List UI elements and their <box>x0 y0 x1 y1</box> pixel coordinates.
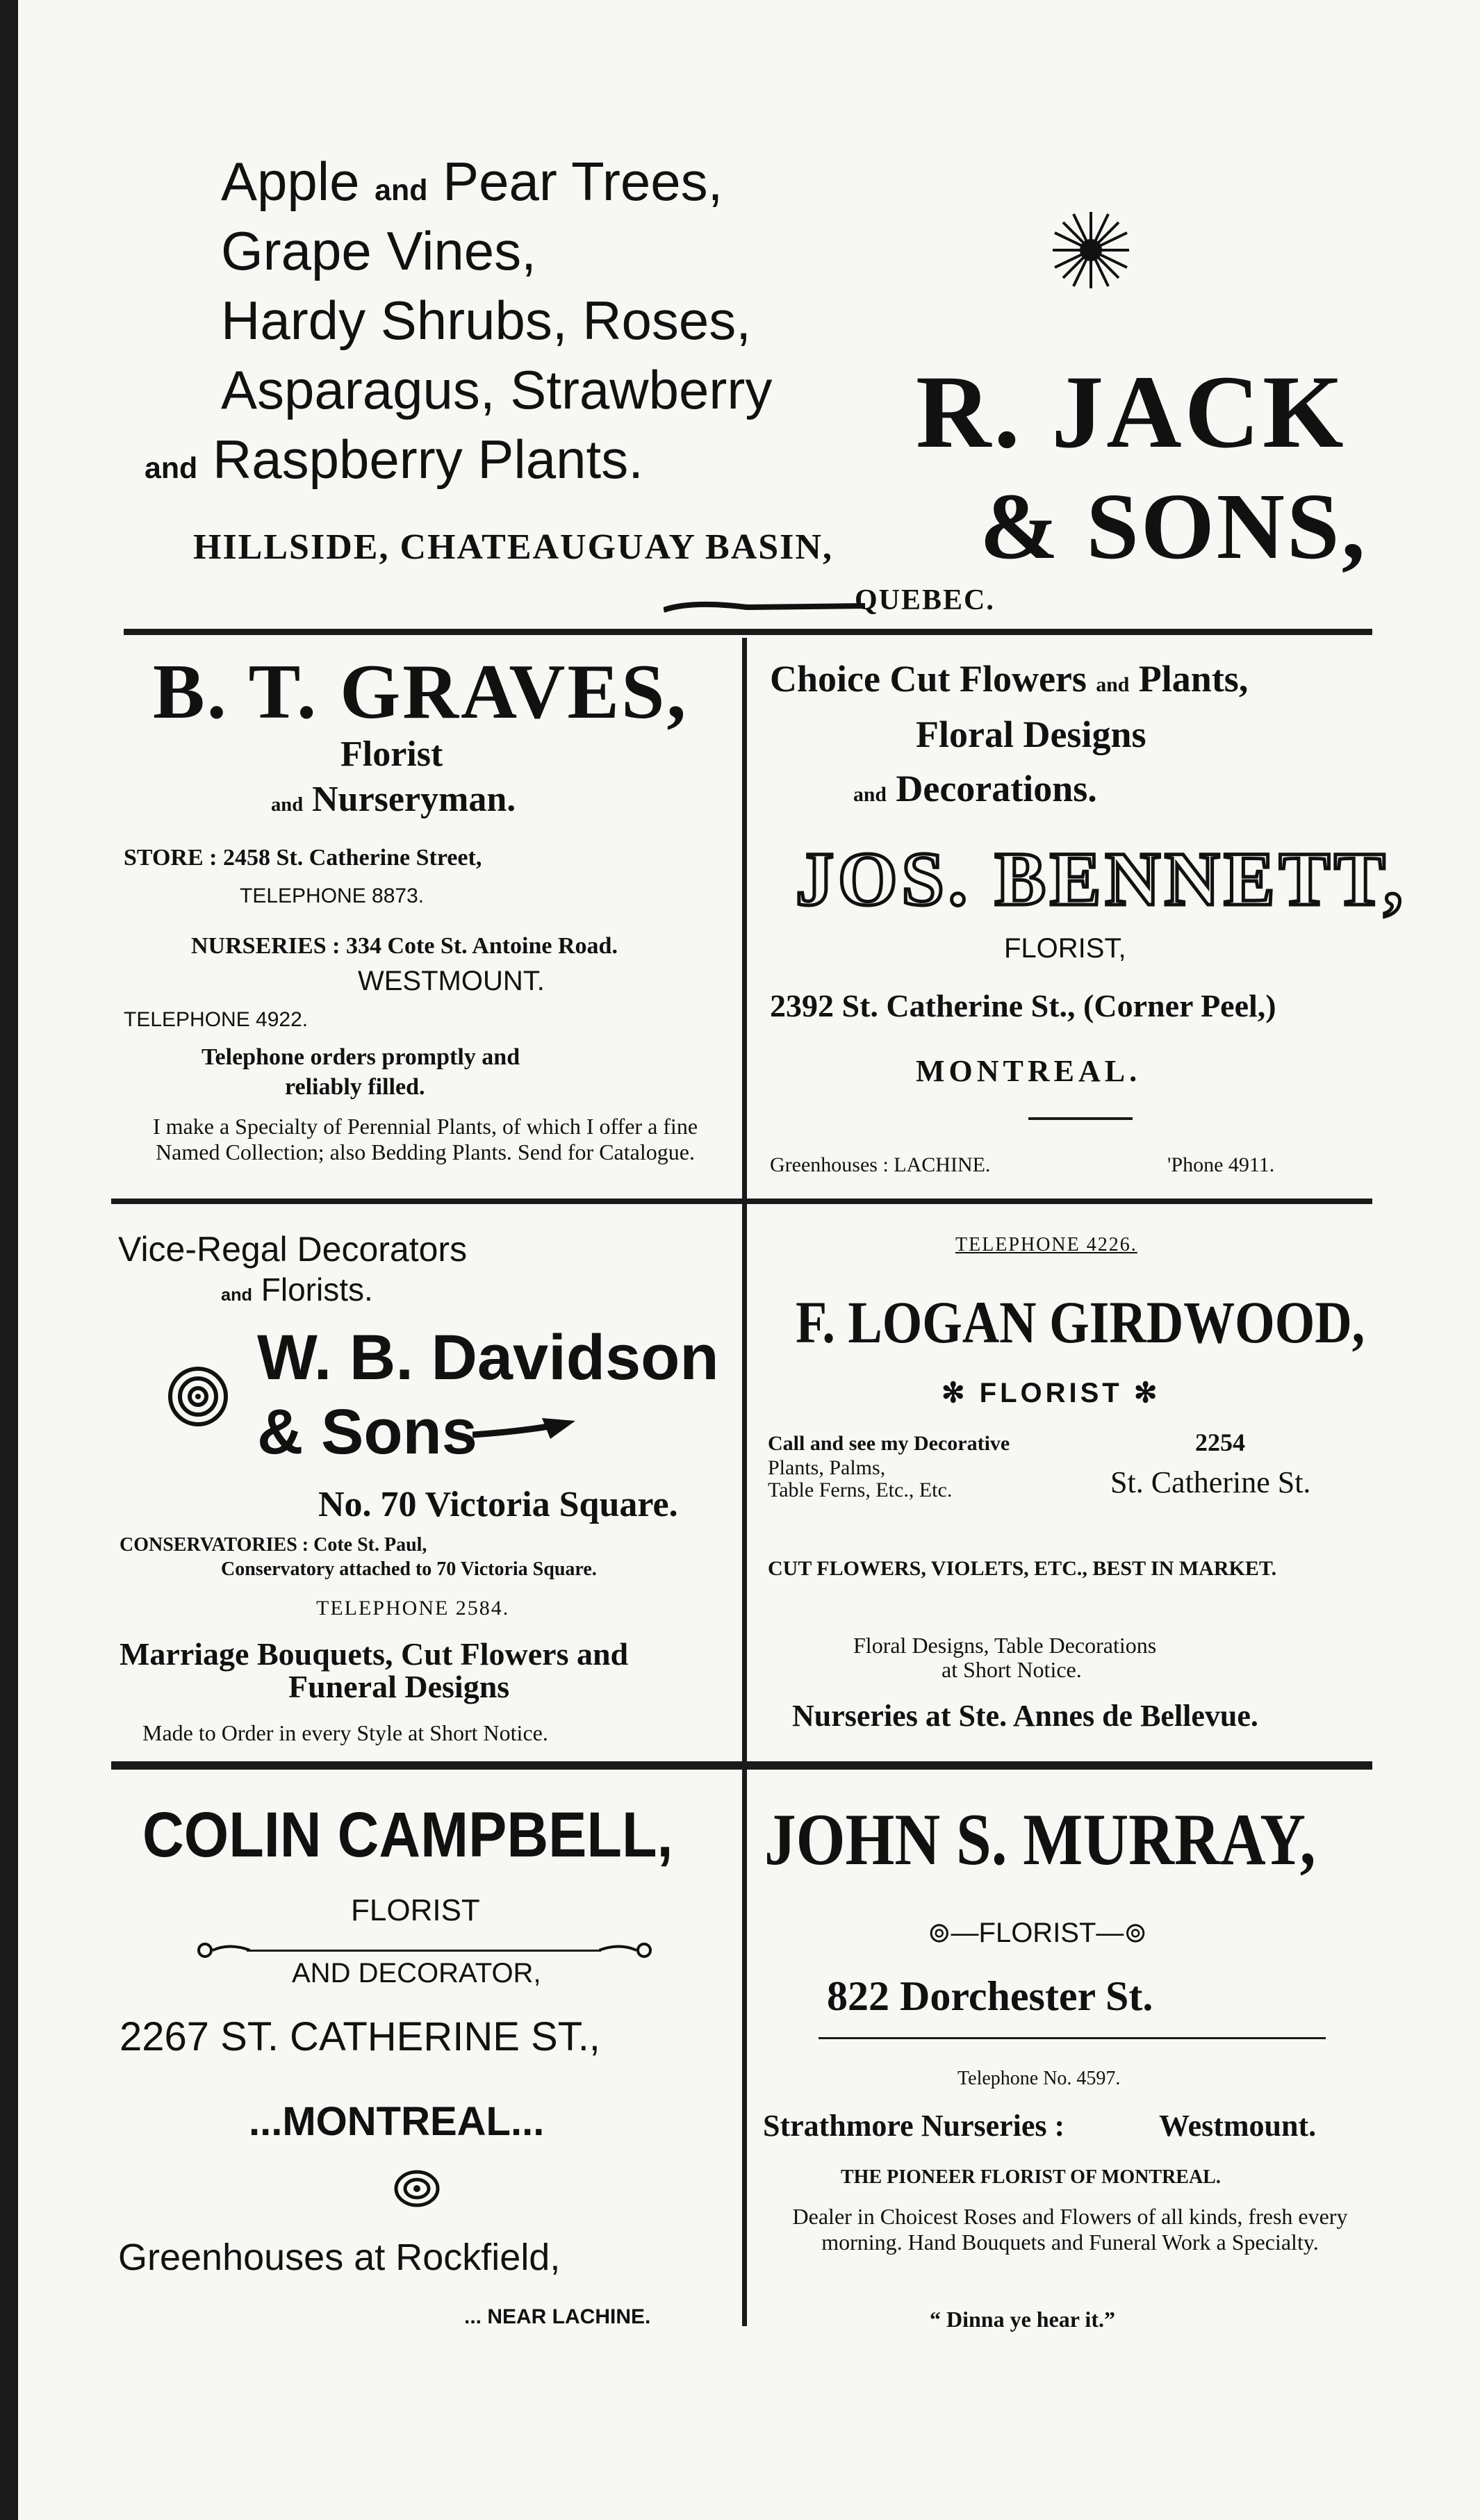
girdwood-call-3: Table Ferns, Etc., Etc. <box>768 1479 953 1501</box>
bennett-small-rule <box>1028 1117 1133 1120</box>
davidson-address: No. 70 Victoria Square. <box>318 1485 678 1524</box>
curl-right-icon: —⊚ <box>1096 1918 1147 1948</box>
divider-row-3 <box>111 1761 1372 1770</box>
murray-nursery-b: Westmount. <box>1159 2109 1317 2143</box>
bennett-head-1-a: Choice Cut Flowers <box>770 658 1087 700</box>
bennett-title: FLORIST, <box>1004 933 1126 964</box>
divider-row-2 <box>111 1199 1372 1204</box>
murray-title <box>928 1919 1147 1947</box>
campbell-title-2: AND DECORATOR, <box>292 1958 541 1988</box>
star-right-icon: ✻ <box>1122 1378 1161 1408</box>
bennett-head-1-and: and <box>1096 674 1130 696</box>
murray-tel: Telephone No. 4597. <box>957 2068 1121 2089</box>
campbell-address: 2267 ST. CATHERINE ST., <box>120 2014 600 2059</box>
girdwood-call-1: Call and see my Decorative <box>768 1432 1010 1455</box>
jack-name-1: R. JACK <box>916 354 1347 470</box>
jack-line-1-a: Apple <box>221 151 360 212</box>
curl-left-icon: ⊚— <box>928 1918 979 1948</box>
graves-title-1: Florist <box>340 734 443 774</box>
bennett-head-1-b: Plants, <box>1138 658 1249 700</box>
davidson-tel: TELEPHONE 2584. <box>316 1597 510 1620</box>
bennett-name: JOS. BENNETT, <box>796 837 1407 921</box>
bennett-head-3-and: and <box>853 784 887 806</box>
jack-line-1-and: and <box>375 174 428 207</box>
murray-rule <box>819 2037 1326 2039</box>
graves-specialty: I make a Specialty of Perennial Plants, of which I offer a fine Named Collection; also Bedding Plants. Send for Catalogue. <box>152 1114 698 1164</box>
girdwood-call-2: Plants, Palms, <box>768 1456 886 1479</box>
graves-orders-1: Telephone orders promptly and <box>202 1044 520 1070</box>
graves-orders-2: reliably filled. <box>285 1074 425 1100</box>
campbell-greenhouses: Greenhouses at Rockfield, <box>118 2237 561 2278</box>
girdwood-floral-1: Floral Designs, Table Decorations <box>853 1633 1157 1658</box>
murray-address: 822 Dorchester St. <box>827 1973 1153 2019</box>
murray-pioneer: THE PIONEER FLORIST OF MONTREAL. <box>841 2166 1221 2188</box>
jack-name-2: & SONS, <box>980 475 1367 579</box>
campbell-ornament-right <box>599 1940 655 1961</box>
bennett-address: 2392 St. Catherine St., (Corner Peel,) <box>770 988 1276 1023</box>
jack-line-3: Hardy Shrubs, Roses, <box>221 290 751 351</box>
campbell-rule <box>247 1950 601 1952</box>
bennett-head-3 <box>853 770 1097 807</box>
graves-name: B. T. GRAVES, <box>153 649 689 735</box>
davidson-cons-1: CONSERVATORIES : Cote St. Paul, <box>120 1534 427 1556</box>
davidson-made: Made to Order in every Style at Short Notice. <box>142 1720 548 1745</box>
davidson-head-2-and: and <box>221 1285 252 1305</box>
campbell-name: COLIN CAMPBELL, <box>142 1800 673 1870</box>
girdwood-tel: TELEPHONE 4226. <box>955 1234 1137 1255</box>
campbell-near: ... NEAR LACHINE. <box>464 2305 651 2328</box>
campbell-ornament-left <box>195 1940 250 1961</box>
bennett-city: MONTREAL. <box>916 1054 1142 1088</box>
graves-nurseries-place: WESTMOUNT. <box>358 966 545 996</box>
davidson-name-1: W. B. Davidson <box>257 1322 719 1393</box>
murray-nursery-a: Strathmore Nurseries : <box>763 2109 1065 2143</box>
jack-line-5 <box>145 429 643 490</box>
davidson-head-2 <box>221 1271 373 1308</box>
girdwood-cut: CUT FLOWERS, VIOLETS, ETC., BEST IN MARKET. <box>768 1557 1277 1580</box>
jack-province: QUEBEC. <box>855 584 995 616</box>
bennett-phone: 'Phone 4911. <box>1167 1153 1275 1176</box>
jack-line-1-b: Pear Trees, <box>443 151 723 212</box>
jack-line-4: Asparagus, Strawberry <box>221 359 773 420</box>
jack-flourish <box>664 598 865 618</box>
star-left-icon: ✻ <box>942 1378 980 1408</box>
divider-row-1 <box>124 629 1372 635</box>
bennett-head-1 <box>770 660 1248 698</box>
arrow-flourish-icon <box>472 1414 577 1449</box>
bennett-head-3-b: Decorations. <box>896 768 1097 809</box>
spiral-ornament-icon <box>167 1365 229 1428</box>
davidson-bouquets-1: Marriage Bouquets, Cut Flowers and <box>120 1636 629 1672</box>
davidson-cons-2: Conservatory attached to 70 Victoria Square. <box>221 1558 597 1580</box>
girdwood-title <box>942 1379 1160 1407</box>
murray-name: JOHN S. MURRAY, <box>764 1799 1316 1880</box>
campbell-spiral-icon <box>393 2168 441 2209</box>
girdwood-street: St. Catherine St. <box>1110 1465 1311 1499</box>
campbell-city: ...MONTREAL... <box>249 2099 545 2144</box>
murray-dealer: Dealer in Choicest Roses and Flowers of all kinds, fresh every morning. Hand Bouquets and Funeral Work a Specialty. <box>792 2204 1348 2255</box>
girdwood-title-text: FLORIST <box>979 1378 1123 1408</box>
jack-line-1 <box>221 151 723 212</box>
davidson-bouquets-2: Funeral Designs <box>288 1669 510 1704</box>
bennett-head-2: Floral Designs <box>916 714 1146 755</box>
girdwood-nurseries: Nurseries at Ste. Annes de Bellevue. <box>792 1699 1258 1733</box>
scan-border <box>0 0 18 2520</box>
starburst-icon <box>1049 208 1133 292</box>
bennett-greenhouses: Greenhouses : LACHINE. <box>770 1153 991 1176</box>
murray-motto: “ Dinna ye hear it.” <box>930 2307 1115 2332</box>
graves-title-2 <box>271 782 516 818</box>
jack-line-2: Grape Vines, <box>221 220 536 281</box>
campbell-title-1: FLORIST <box>351 1893 480 1927</box>
jack-line-5-and: and <box>145 452 198 485</box>
graves-title-2-text: Nurseryman. <box>312 780 516 819</box>
graves-title-2-and: and <box>271 794 304 816</box>
girdwood-name: F. LOGAN GIRDWOOD, <box>796 1289 1365 1356</box>
graves-nurseries: NURSERIES : 334 Cote St. Antoine Road. <box>191 933 618 959</box>
jack-address: HILLSIDE, CHATEAUGUAY BASIN, <box>193 527 833 567</box>
graves-store-tel: TELEPHONE 8873. <box>240 884 425 907</box>
column-divider <box>742 638 747 2326</box>
murray-title-text: FLORIST <box>978 1918 1096 1948</box>
jack-line-5-b: Raspberry Plants. <box>212 429 643 490</box>
girdwood-num: 2254 <box>1195 1428 1245 1456</box>
graves-nurseries-tel: TELEPHONE 4922. <box>124 1008 309 1031</box>
davidson-head-1: Vice-Regal Decorators <box>118 1230 468 1269</box>
girdwood-floral-2: at Short Notice. <box>942 1657 1082 1682</box>
davidson-head-2-text: Florists. <box>261 1271 373 1308</box>
graves-store: STORE : 2458 St. Catherine Street, <box>124 845 482 871</box>
davidson-name-2: & Sons <box>257 1397 477 1467</box>
